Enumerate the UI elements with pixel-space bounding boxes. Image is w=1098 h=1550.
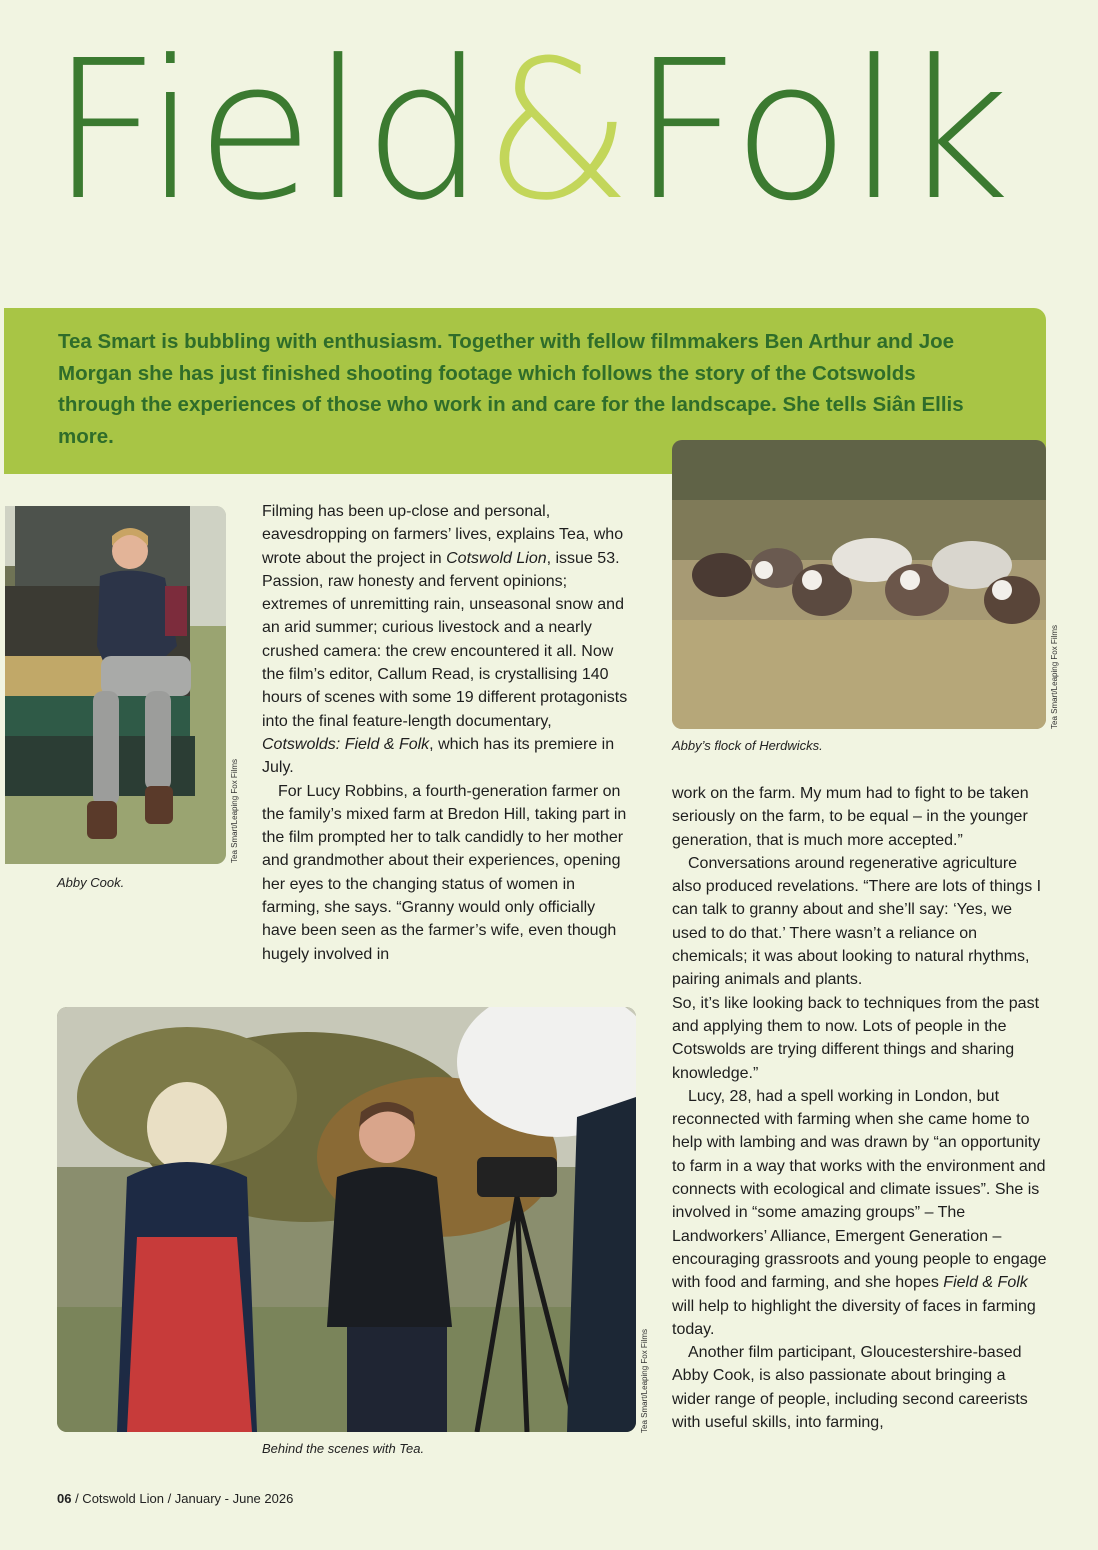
paragraph-1-italic-b: Cotswolds: Field & Folk xyxy=(262,735,430,753)
standfirst: Tea Smart is bubbling with enthusiasm. Together with fellow filmmakers Ben Arthur and Joe Morgan she has just finished shooting footage which follows the story of the Cotswolds through the experiences of those who work in and care for the landscape. She tells Siân Ellis more. xyxy=(58,330,964,448)
paragraph-1-text-b: , issue 53. Passion, raw honesty and fervent opinions; extremes of unremitting rain, unseasonal snow and an arid summer; curious livestock and a nearly crushed camera: the crew encountered it all. Now the film’s editor, Callum Read, is crystallising 140 hours of scenes with some 19 different protagonists into the final feature-length documentary, xyxy=(262,549,628,730)
photo-abby-cook xyxy=(5,506,226,864)
photo-credit-crew: Tea Smart/Leaping Fox Films xyxy=(640,1328,649,1433)
paragraph-1-text-c: , which has its premiere in July. xyxy=(262,735,615,777)
abby-photo-illustration xyxy=(5,506,226,864)
body-column-1 xyxy=(262,500,634,966)
paragraph-6-italic: Field & Folk xyxy=(943,1274,1028,1292)
body-column-2 xyxy=(672,782,1048,1434)
paragraph-2: For Lucy Robbins, a fourth-generation farmer on the family’s mixed farm at Bredon Hill, taking part in the film prompted her to talk candidly to her mother and grandmother about their experiences, opening her eyes to the changing status of women in farming, she says. “Granny would only officially have been seen as the farmer’s wife, even though hugely involved in xyxy=(262,782,627,963)
paragraph-1 xyxy=(262,500,634,780)
photo-credit-sheep: Tea Smart/Leaping Fox Films xyxy=(1050,624,1059,729)
paragraph-5: So, it’s like looking back to techniques from the past and applying them to now. Lots of people in the Cotswolds are trying different things and sharing knowledge.” xyxy=(672,994,1040,1082)
paragraph-3: work on the farm. My mum had to fight to be taken seriously on the farm, to be equal – in the younger generation, that is much more accepted.” xyxy=(672,785,1029,849)
title-ampersand: & xyxy=(483,20,631,243)
paragraph-6 xyxy=(672,1085,1048,1341)
title-word-field: Field xyxy=(50,20,484,243)
page-footer xyxy=(57,1491,293,1506)
photo-credit-abby: Tea Smart/Leaping Fox Films xyxy=(230,758,239,863)
caption-sheep: Abby’s flock of Herdwicks. xyxy=(672,738,823,753)
caption-abby: Abby Cook. xyxy=(57,875,125,890)
page-title xyxy=(50,22,1090,242)
paragraph-1-text-a: Filming has been up-close and personal, eavesdropping on farmers’ lives, explains Tea, who wrote about the project in xyxy=(262,503,624,567)
paragraph-7: Another film participant, Gloucestershire-based Abby Cook, is also passionate about bringing a wider range of people, including second careerists with useful skills, into farming, xyxy=(672,1344,1028,1432)
paragraph-6-text-b: will help to highlight the diversity of faces in farming today. xyxy=(672,1297,1036,1338)
sheep-photo-illustration xyxy=(672,440,1046,729)
page-number: 06 xyxy=(57,1491,72,1506)
photo-behind-the-scenes xyxy=(57,1007,636,1432)
caption-crew: Behind the scenes with Tea. xyxy=(262,1441,425,1456)
paragraph-4: Conversations around regenerative agriculture also produced revelations. “There are lots of things I can talk to granny about and she’ll say: ‘Yes, we used to do that.’ There wasn’t a reliance on chemicals; it was about looking to natural rhythms, pairing animals and plants. xyxy=(672,854,1042,989)
crew-photo-illustration xyxy=(57,1007,636,1432)
paragraph-6-text-a: Lucy, 28, had a spell working in London, but reconnected with farming when she came home to help with lambing and was drawn by “an opportunity to farm in a way that works with the environment and connects with ecological and climate issues”. She is involved in “some amazing groups” – The Landworkers’ Alliance, Emergent Generation – encouraging grassroots and young people to engage with food and farming, and she hopes xyxy=(672,1087,1047,1292)
photo-herdwick-sheep xyxy=(672,440,1046,729)
paragraph-1-italic-a: Cotswold Lion xyxy=(446,549,547,567)
footer-publication: / Cotswold Lion / January - June 2026 xyxy=(71,1491,294,1506)
title-word-folk: Folk xyxy=(630,20,1009,243)
